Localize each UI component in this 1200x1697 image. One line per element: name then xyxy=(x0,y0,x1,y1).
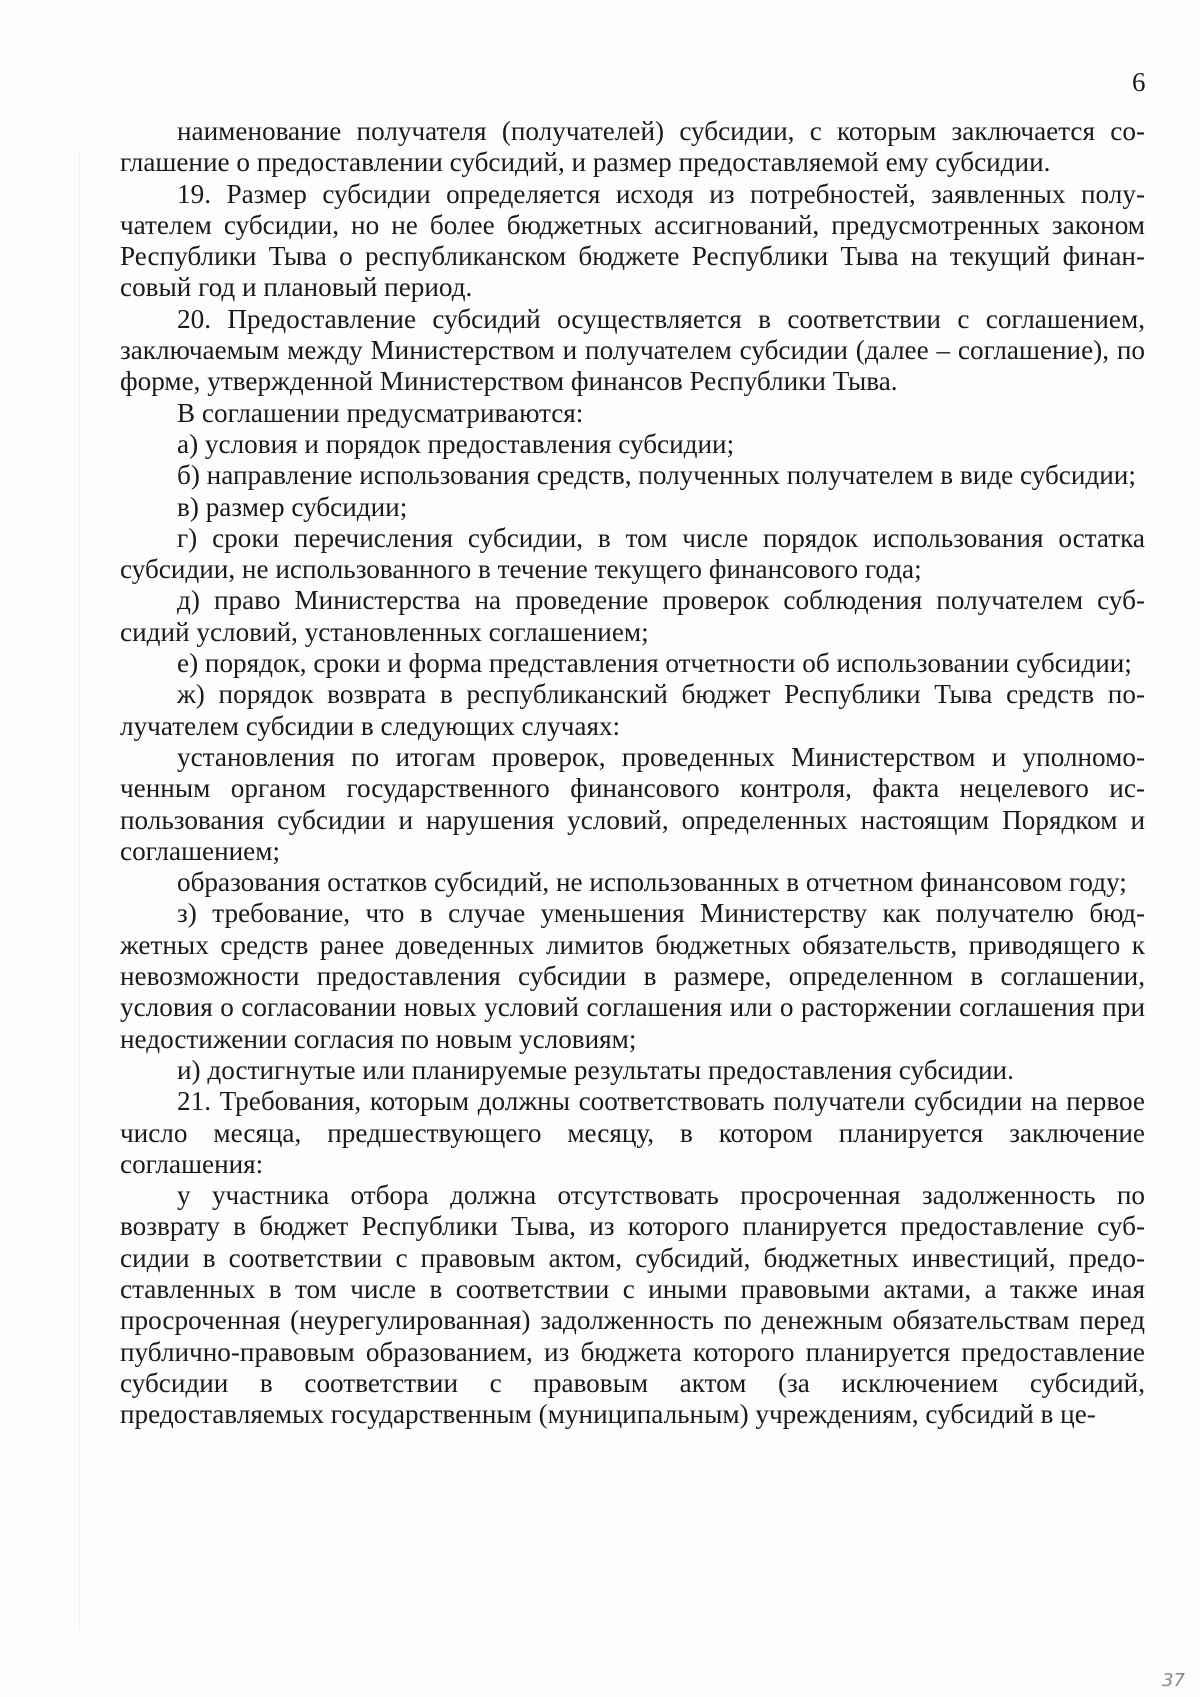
list-item-zh-case-1: установления по итогам проверок, проведенных Министерством и уполномоченным органом государственного финансового контроля, факта нецелевого использования субсидии и нарушения условий, определенных настоящим Порядком и соглашением; xyxy=(120,741,1145,866)
list-item-v: в) размер субсидии; xyxy=(177,491,408,522)
list-item-z: з) требование, что в случае уменьшения Министерству как получателю бюджетных средств ранее доведенных лимитов бюджетных обязательств, приводящего к невозможности предоставления субсидии в размере, определенном в соглашении, условия о согласовании новых условий соглашения или о расторжении соглашения при недостижении согласия по новым условиям; xyxy=(120,898,1145,1054)
paragraph-recipient-name: наименование получателя (получателей) субсидии, с которым заключается соглашение о предоставлении субсидий, и размер предоставляемой ему субсидии. xyxy=(120,116,1145,178)
paragraph-19: 19. Размер субсидии определяется исходя из потребностей, заявленных получателем субсидии, но не более бюджетных ассигнований, предусмотренных законом Республики Тыва о республиканском бюджете Республики Тыва на текущий финансовый год и плановый период. xyxy=(120,178,1145,303)
paragraph-agreement-provisions: В соглашении предусматриваются: xyxy=(177,397,584,428)
list-item-g: г) сроки перечисления субсидии, в том числе порядок использования остатка субсидии, не использованного в течение текущего финансового года; xyxy=(120,522,1145,585)
list-item-zh: ж) порядок возврата в республиканский бюджет Республики Тыва средств получателем субсидии в следующих случаях: xyxy=(120,679,1145,741)
document-body xyxy=(120,116,1145,1430)
paragraph-20: 20. Предоставление субсидий осуществляется в соответствии с соглашением, заключаемым между Министерством и получателем субсидии (далее – соглашение), по форме, утвержденной Министерством финансов Республики Тыва. xyxy=(120,303,1145,397)
corner-mark: 37 xyxy=(1162,1670,1185,1691)
list-item-b: б) направление использования средств, полученных получателем в виде субсидии; xyxy=(177,460,1136,491)
paragraph-21-requirement: у участника отбора должна отсутствовать просроченная задолженность по возврату в бюджет Республики Тыва, из которого планируется предоставление субсидии в соответствии с правовым актом, субсидий, бюджетных инвестиций, предоставленных в том числе в соответствии с иными правовыми актами, а также иная просроченная (неурегулированная) задолженность по денежным обязательствам перед публично-правовым образованием, из бюджета которого планируется предоставление субсидии в соответствии с правовым актом (за исключением субсидий, предоставляемых государственным (муниципальным) учреждениям, субсидий в це- xyxy=(120,1180,1145,1430)
list-item-a: а) условия и порядок предоставления субсидии; xyxy=(177,428,735,459)
list-item-zh-case-2: образования остатков субсидий, не использованных в отчетном финансовом году; xyxy=(177,867,1127,898)
list-item-d: д) право Министерства на проведение проверок соблюдения получателем субсидий условий, установленных соглашением; xyxy=(120,585,1145,647)
paragraph-21: 21. Требования, которым должны соответствовать получатели субсидии на первое число месяца, предшествующего месяцу, в котором планируется заключение соглашения: xyxy=(120,1086,1145,1179)
list-item-i: и) достигнутые или планируемые результаты предоставления субсидии. xyxy=(177,1054,1014,1085)
scan-artifact-line xyxy=(79,150,80,1630)
list-item-e: е) порядок, сроки и форма представления отчетности об использовании субсидии; xyxy=(177,648,1132,679)
page-number: 6 xyxy=(1132,67,1146,97)
